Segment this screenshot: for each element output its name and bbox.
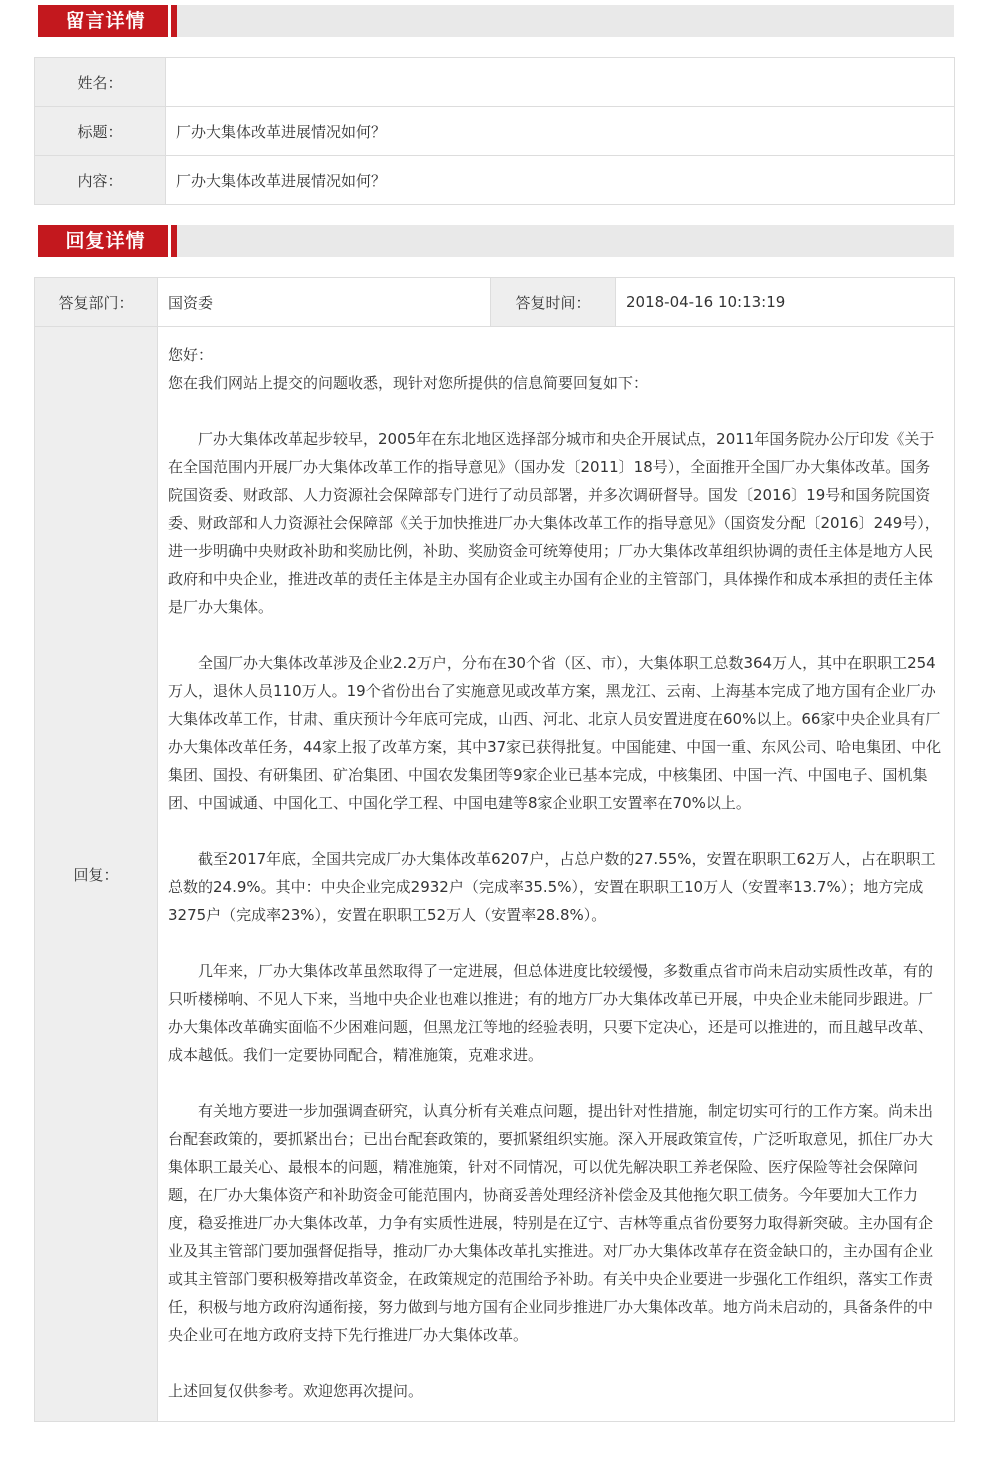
- reply-paragraph-5: 有关地方要进一步加强调查研究，认真分析有关难点问题，提出针对性措施，制定切实可行的工作方案。尚未出台配套政策的，要抓紧出台；已出台配套政策的，要抓紧组织实施。深入开展政策宣传，广泛听取意见，抓住厂办大集体职工最关心、最根本的问题，精准施策，针对不同情况，可以优先解决职工养老保险、医疗保险等社会保障问题，在厂办大集体资产和补助资金可能范围内，协商妥善处理经济补偿金及其他拖欠职工债务。今年要加大工作力度，稳妥推进厂办大集体改革，力争有实质性进展，特别是在辽宁、吉林等重点省份要努力取得新突破。主办国有企业及其主管部门要加强督促指导，推动厂办大集体改革扎实推进。对厂办大集体改革存在资金缺口的，主办国有企业或其主管部门要积极筹措改革资金，在政策规定的范围给予补助。有关中央企业要进一步强化工作组织，落实工作责任，积极与地方政府沟通衔接，努力做到与地方国有企业同步推进厂办大集体改革。地方尚未启动的，具备条件的中央企业可在地方政府支持下先行推进厂办大集体改革。: [168, 1102, 934, 1344]
- reply-paragraph-2: 全国厂办大集体改革涉及企业2.2万户，分布在30个省（区、市），大集体职工总数364万人，其中在职职工254万人，退休人员110万人。19个省份出台了实施意见或改革方案，黑龙江、云南、上海基本完成了地方国有企业厂办大集体改革工作，甘肃、重庆预计今年底可完成，山西、河北、北京人员安置进度在60%以上。66家中央企业具有厂办大集体改革任务，44家上报了改革方案，其中37家已获得批复。中国能建、中国一重、东风公司、哈电集团、中化集团、国投、有研集团、矿冶集团、中国农发集团等9家企业已基本完成，中核集团、中国一汽、中国电子、国机集团、中国诚通、中国化工、中国化学工程、中国电建等8家企业职工安置率在70%以上。: [168, 654, 942, 812]
- reply-closing: 上述回复仅供参考。欢迎您再次提问。: [168, 1382, 424, 1400]
- reply-label: 回复：: [35, 327, 158, 1422]
- reply-paragraph-4: 几年来，厂办大集体改革虽然取得了一定进展，但总体进度比较缓慢，多数重点省市尚未启动实质性改革，有的只听楼梯响、不见人下来，当地中央企业也难以推进；有的地方厂办大集体改革已开展，中央企业未能同步跟进。厂办大集体改革确实面临不少困难问题，但黑龙江等地的经验表明，只要下定决心，还是可以推进的，而且越早改革、成本越低。我们一定要协同配合，精准施策，克难求进。: [168, 962, 934, 1064]
- reply-section-tab: [34, 225, 177, 257]
- reply-section-title: 回复详情: [65, 230, 146, 252]
- reply-paragraph-1: 厂办大集体改革起步较早，2005年在东北地区选择部分城市和央企开展试点，2011年国务院办公厅印发《关于在全国范围内开展厂办大集体改革工作的指导意见》（国办发〔2011〕18号），全面推开全国厂办大集体改革。国务院国资委、财政部、人力资源社会保障部专门进行了动员部署，并多次调研督导。国发〔2016〕19号和国务院国资委、财政部和人力资源社会保障部《关于加快推进厂办大集体改革工作的指导意见》（国资发分配〔2016〕249号），进一步明确中央财政补助和奖励比例，补助、奖励资金可统筹使用；厂办大集体改革组织协调的责任主体是地方人民政府和中央企业，推进改革的责任主体是主办国有企业或主办国有企业的主管部门，具体操作和成本承担的责任主体是厂办大集体。: [168, 430, 940, 616]
- reply-meta-row: [35, 278, 955, 327]
- time-label: 答复时间：: [491, 278, 616, 327]
- reply-section-header: [34, 225, 954, 257]
- message-section-tab: [34, 5, 177, 37]
- content-label: 内容：: [35, 156, 166, 205]
- subject-label: 标题：: [35, 107, 166, 156]
- dept-label: 答复部门：: [35, 278, 158, 327]
- reply-intro: 您在我们网站上提交的问题收悉，现针对您所提供的信息简要回复如下：: [168, 374, 649, 392]
- name-row: [35, 58, 955, 107]
- name-label: 姓名：: [35, 58, 166, 107]
- subject-row: [35, 107, 955, 156]
- reply-paragraph-3: 截至2017年底，全国共完成厂办大集体改革6207户，占总户数的27.55%，安置在职职工62万人，占在职职工总数的24.9%。其中：中央企业完成2932户（完成率35.5%），安置在职职工10万人（安置率13.7%）；地方完成3275户（完成率23%），安置在职职工52万人（安置率28.8%）。: [168, 850, 936, 924]
- message-table: [34, 57, 955, 205]
- subject-value: 厂办大集体改革进展情况如何？: [166, 107, 955, 156]
- reply-greeting: 您好：: [168, 346, 214, 364]
- content-value: 厂办大集体改革进展情况如何？: [166, 156, 955, 205]
- reply-table: [34, 277, 955, 1422]
- name-value: [166, 58, 955, 107]
- reply-body-row: [35, 327, 955, 1422]
- message-section-header: [34, 5, 954, 37]
- dept-value: 国资委: [158, 278, 491, 327]
- time-value: 2018-04-16 10:13:19: [616, 278, 955, 327]
- message-section-title: 留言详情: [65, 10, 146, 32]
- reply-text: [168, 341, 944, 1405]
- content-row: [35, 156, 955, 205]
- reply-body: [158, 327, 955, 1422]
